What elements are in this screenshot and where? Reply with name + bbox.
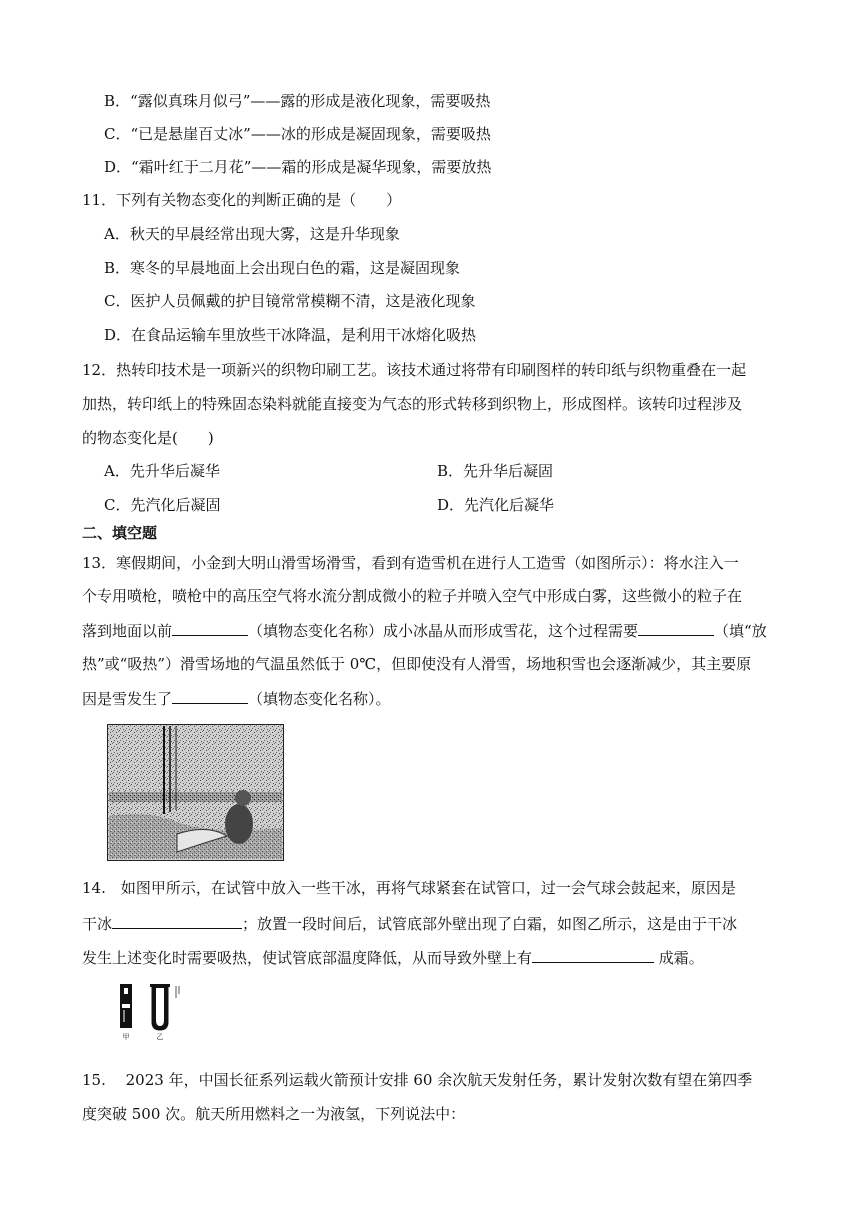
q15-line-1: 15. 2023 年，中国长征系列运载火箭预计安排 60 余次航天发射任务，累计发射次数有望在第四季: [82, 1071, 753, 1089]
q12-stem-line-2: 加热，转印纸上的特殊固态染料就能直接变为气态的形式转移到织物上，形成图样。该转印过程涉及: [82, 395, 743, 413]
q11-stem: 11．下列有关物态变化的判断正确的是（ ）: [82, 191, 402, 209]
q13-line-5-text-a: 因是雪发生了: [82, 690, 173, 708]
q10-option-c: C．“已是悬崖百丈冰”——冰的形成是凝固现象，需要吸热: [104, 125, 491, 143]
q11-option-c: C．医护人员佩戴的护目镜常常模糊不清，这是液化现象: [104, 292, 476, 310]
snow-machine-photo: [107, 724, 284, 861]
figure-label-a: 甲: [122, 1033, 130, 1040]
q12-option-b: B．先升华后凝固: [437, 462, 554, 480]
answer-blank-3[interactable]: [172, 688, 248, 704]
q12-stem-line-1: 12．热转印技术是一项新兴的织物印刷工艺。该技术通过将带有印刷图样的转印纸与织物重叠在一起: [82, 361, 747, 379]
q13-line-2: 个专用喷枪，喷枪中的高压空气将水流分割成微小的粒子并喷入空气中形成白雾，这些微小的粒子在: [82, 587, 743, 605]
section-title-fill-in: 二、填空题: [82, 524, 158, 542]
q14-line-3: [82, 947, 704, 968]
q13-line-4: 热”或“吸热”）滑雪场地的气温虽然低于 0℃，但即使没有人滑雪，场地积雪也会逐渐减少，其主要原: [82, 655, 752, 673]
q13-line-3: [82, 620, 767, 641]
q15-line-2: 度突破 500 次。航天所用燃料之一为液氢，下列说法中：: [82, 1105, 466, 1123]
q13-line-1: 13．寒假期间，小金到大明山滑雪场滑雪，看到有造雪机在进行人工造雪（如图所示）：将水注入一: [82, 554, 739, 572]
answer-blank-4[interactable]: [112, 913, 242, 929]
q12-option-d: D．先汽化后凝华: [437, 496, 555, 514]
answer-blank-2[interactable]: [638, 620, 714, 636]
test-tube-figure: [116, 982, 190, 1040]
answer-blank-1[interactable]: [172, 620, 248, 636]
q14-line-3-text-a: 发生上述变化时需要吸热，使试管底部温度降低，从而导致外壁上有: [82, 949, 533, 967]
q14-line-2-text-b: ；放置一段时间后，试管底部外壁出现了白霜，如图乙所示，这是由于干冰: [242, 915, 738, 933]
q12-stem-line-3: 的物态变化是( ): [82, 429, 214, 447]
q11-option-a: A．秋天的早晨经常出现大雾，这是升华现象: [104, 225, 400, 243]
q14-line-2: [82, 913, 737, 934]
q14-line-1: 14. 如图甲所示，在试管中放入一些干冰，再将气球紧套在试管口，过一会气球会鼓起来，原因是: [82, 879, 736, 897]
q14-line-2-text-a: 干冰: [82, 915, 113, 933]
q13-line-3-text-a: 落到地面以前: [82, 622, 173, 640]
figure-label-b: 乙: [156, 1033, 164, 1040]
q10-option-d: D．“霜叶红于二月花”——霜的形成是凝华现象，需要放热: [104, 158, 492, 176]
q12-option-c: C．先汽化后凝固: [104, 496, 221, 514]
q13-line-5: [82, 688, 391, 709]
q13-line-3-text-c: （填“放: [714, 622, 767, 640]
q11-option-b: B．寒冬的早晨地面上会出现白色的霜，这是凝固现象: [104, 259, 461, 277]
q13-line-5-text-b: （填物态变化名称）。: [248, 690, 391, 708]
q13-line-3-text-b: （填物态变化名称）成小冰晶从而形成雪花，这个过程需要: [248, 622, 639, 640]
q11-option-d: D．在食品运输车里放些干冰降温，是利用干冰熔化吸热: [104, 326, 477, 344]
q14-line-3-text-b: 成霜。: [654, 949, 704, 967]
q12-option-a: A．先升华后凝华: [104, 462, 220, 480]
q10-option-b: B．“露似真珠月似弓”——露的形成是液化现象，需要吸热: [104, 92, 491, 110]
answer-blank-5[interactable]: [532, 947, 654, 963]
